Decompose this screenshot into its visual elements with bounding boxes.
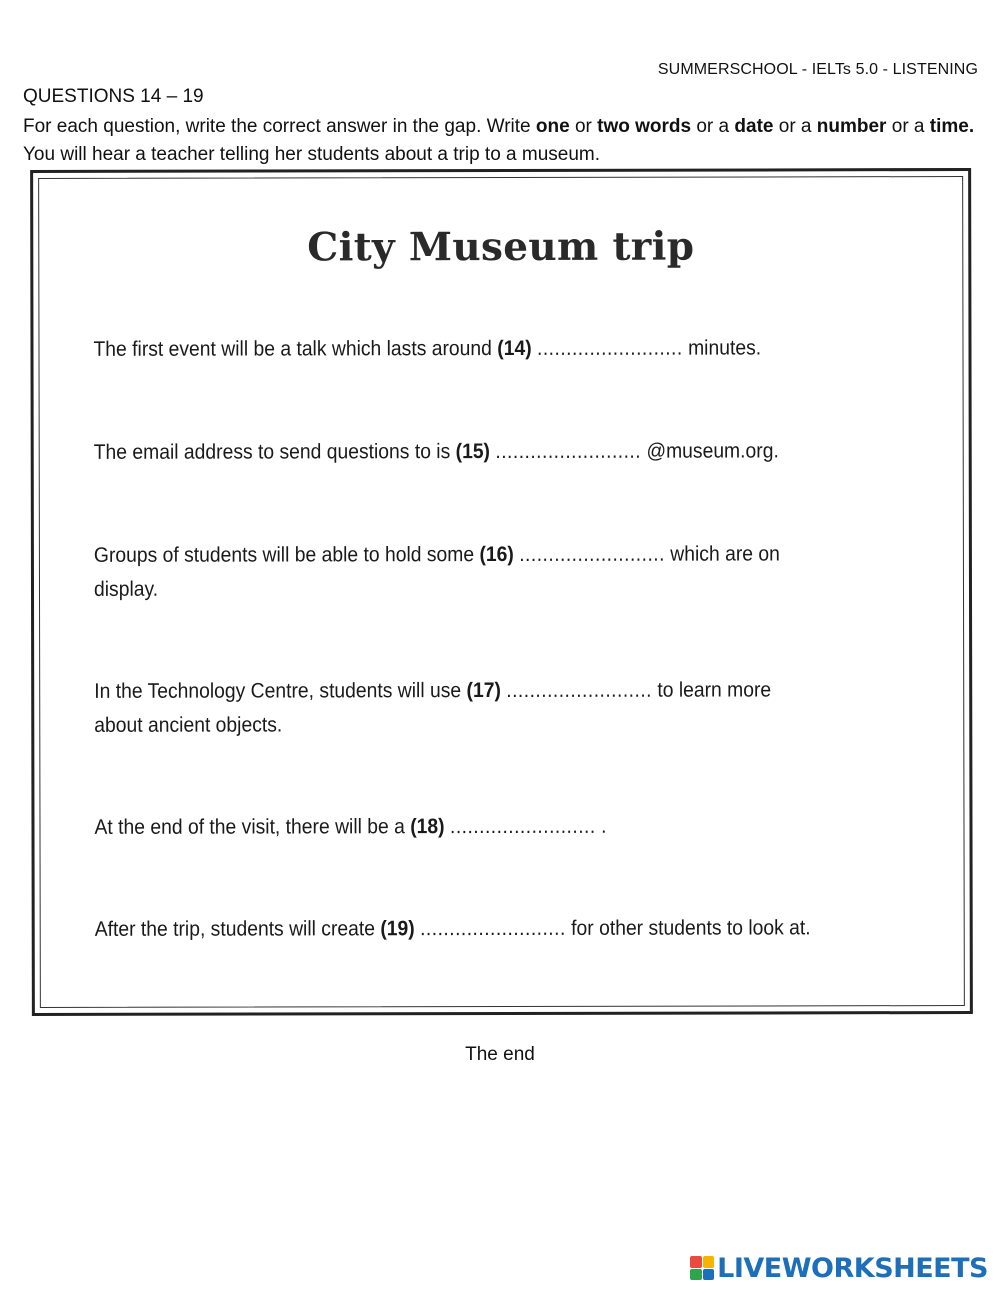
- logo-square-3: [690, 1269, 702, 1281]
- question-17-blank[interactable]: .........................: [506, 678, 652, 702]
- question-15-number: (15): [455, 440, 491, 464]
- the-end-text: The end: [465, 1044, 535, 1065]
- question-18-text: At the end of the visit, there will be a: [94, 815, 411, 839]
- question-18-text-after: .: [595, 814, 607, 838]
- instr-bold-two-words: two words: [597, 116, 692, 137]
- question-17-text: In the Technology Centre, students will use: [94, 679, 467, 703]
- instr-text-5: or a: [886, 116, 930, 137]
- logo-square-1: [690, 1256, 702, 1268]
- question-18-number: (18): [410, 815, 445, 839]
- instr-bold-one: one: [535, 116, 570, 137]
- liveworksheets-logo-icon: [690, 1256, 714, 1280]
- course-header: SUMMERSCHOOL - IELTs 5.0 - LISTENING: [657, 61, 978, 78]
- instr-bold-time: time.: [929, 116, 975, 137]
- logo-square-4: [703, 1269, 715, 1281]
- question-14-text-after: minutes.: [682, 336, 762, 360]
- logo-square-2: [703, 1256, 715, 1268]
- question-14-blank[interactable]: .........................: [536, 336, 683, 360]
- questions-title: QUESTIONS 14 – 19: [23, 86, 204, 107]
- question-15: [94, 434, 812, 470]
- question-15-blank[interactable]: .........................: [495, 439, 642, 464]
- liveworksheets-logo-text: LIVEWORKSHEETS: [717, 1252, 988, 1284]
- question-18: [94, 809, 812, 845]
- question-17-text-after: to learn more about ancient objects.: [94, 678, 772, 737]
- worksheet-frame: [30, 168, 973, 1016]
- question-16-blank[interactable]: .........................: [519, 542, 665, 566]
- question-17: [94, 673, 812, 743]
- question-15-text-after: @museum.org.: [641, 439, 779, 463]
- question-16-text: Groups of students will be able to hold some: [93, 543, 480, 567]
- question-18-blank[interactable]: .........................: [449, 814, 596, 839]
- question-19: [95, 911, 886, 947]
- question-14-text: The first event will be a talk which lasts around: [93, 337, 498, 361]
- liveworksheets-logo[interactable]: [690, 1251, 988, 1285]
- question-19-text: After the trip, students will create: [94, 917, 381, 941]
- worksheet-title: City Museum trip: [307, 223, 695, 271]
- question-16: [94, 537, 812, 607]
- instr-bold-number: number: [816, 116, 887, 137]
- instr-text-3: or a: [691, 116, 735, 137]
- instr-bold-date: date: [734, 116, 774, 137]
- instr-text-6: You will hear a teacher telling her students about a trip to a museum.: [23, 144, 601, 165]
- instr-text-2: or: [569, 116, 598, 137]
- question-14: [93, 331, 811, 367]
- question-16-number: (16): [479, 542, 514, 567]
- question-17-number: (17): [466, 679, 501, 703]
- question-14-number: (14): [497, 336, 532, 361]
- question-16-text-after: which are on display.: [93, 542, 780, 601]
- question-19-text-after: for other students to look at.: [565, 916, 811, 940]
- instr-text-4: or a: [773, 116, 817, 137]
- instr-text-1: For each question, write the correct answer in the gap. Write: [23, 116, 536, 137]
- question-15-text: The email address to send questions to is: [93, 440, 456, 464]
- question-19-number: (19): [380, 917, 415, 941]
- question-19-blank[interactable]: .........................: [420, 916, 566, 941]
- instructions: [23, 113, 978, 169]
